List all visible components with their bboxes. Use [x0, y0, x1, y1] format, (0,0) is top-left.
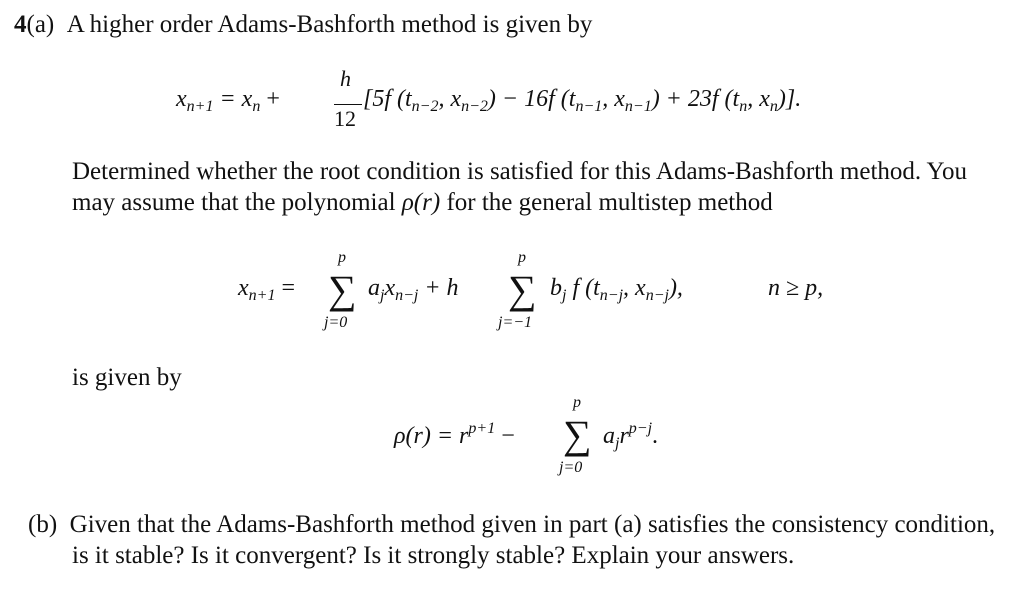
eq2-sum2-bot: j=−1	[498, 314, 533, 331]
eq2-term2-sub: j	[562, 287, 567, 304]
eq1-lhs-sub: n+1	[186, 98, 214, 115]
eq2-lhs-sub: n+1	[248, 287, 276, 304]
part-a-label: (a)	[26, 11, 55, 38]
eq1-s2: n−2	[461, 98, 488, 115]
eq1-c2: , x	[602, 86, 625, 112]
eq1-s6: n	[769, 98, 778, 115]
eq2-term1-sub: j	[380, 287, 385, 304]
eq3-sum-top: p	[573, 394, 581, 411]
eq1-bracket-expr	[363, 86, 801, 116]
eq1-end: )].	[777, 86, 802, 112]
eq1-s4: n−1	[624, 98, 652, 115]
eq3-term-r: r	[619, 423, 629, 449]
para1-line2-b: for the general multistep method	[440, 189, 773, 216]
eq1-s3: n−1	[575, 98, 603, 115]
eq2-term1	[368, 275, 459, 305]
eq2-term2c: , x	[623, 275, 646, 301]
eq3-lhs-sup: p+1	[468, 420, 496, 437]
eq3-sum-sigma: ∑	[563, 412, 592, 457]
eq3-term-sup: p−j	[628, 420, 653, 437]
para1-line2-a: may assume that the polynomial	[72, 189, 402, 216]
eq2-term1-a: a	[368, 275, 380, 301]
eq2-term2c-sub: n−j	[645, 287, 669, 304]
part-b-label: (b)	[28, 511, 58, 538]
eq2-term2b: f (t	[566, 275, 600, 301]
eq2-sum1-sigma: ∑	[328, 267, 357, 312]
eq2-term1b-sub: n−j	[395, 287, 419, 304]
eq3-sum-bot: j=0	[559, 459, 583, 476]
eq2-term2b-sub: n−j	[599, 287, 624, 304]
eq2-sum2-top: p	[518, 249, 526, 266]
part-a-intro: A higher order Adams-Bashforth method is given by	[66, 11, 593, 38]
eq2-term2d: ),	[668, 275, 683, 301]
paragraph-line-1: Determined whether the root condition is satisfied for this Adams-Bashforth method. You	[72, 158, 968, 185]
eq1-frac-line	[334, 104, 362, 105]
eq1-c1: , x	[438, 86, 462, 112]
eq3-minus: −	[501, 423, 515, 449]
eq1-rhs-first-sub: n	[252, 98, 261, 115]
eq1-bracket: [5f (t	[363, 86, 412, 112]
eq1-lhs: x	[176, 86, 187, 112]
part-b-line-2: is it stable? Is it convergent? Is it strongly stable? Explain your answers.	[72, 542, 795, 569]
eq2-condition: n ≥ p,	[768, 275, 824, 301]
equation-general-multistep-lhs	[238, 275, 295, 305]
eq2-term2	[550, 275, 683, 305]
eq1-t1: ) − 16f (t	[487, 86, 576, 112]
eq3-term-a: a	[603, 423, 615, 449]
eq1-s1: n−2	[411, 98, 439, 115]
eq2-lhs: x	[238, 275, 249, 301]
eq3-lhs: ρ(r) = r	[394, 423, 469, 449]
eq3-term	[603, 420, 658, 453]
paragraph-line-2	[72, 187, 773, 219]
eq2-sum2-sigma: ∑	[508, 267, 537, 312]
eq1-c3: , x	[747, 86, 770, 112]
question-heading	[14, 9, 592, 41]
eq2-term1b: x	[384, 275, 396, 301]
eq2-term2-b: b	[550, 275, 562, 301]
eq3-end: .	[652, 423, 659, 449]
eq1-rhs-first: = x	[219, 86, 253, 112]
eq1-plus: +	[266, 86, 280, 112]
eq3-term-sub: j	[615, 435, 620, 452]
eq2-sum1-top: p	[338, 249, 346, 266]
eq1-frac-num: h	[340, 66, 351, 91]
is-given-by-text: is given by	[72, 364, 182, 391]
eq1-s5: n	[739, 98, 748, 115]
part-b-line-1	[28, 509, 995, 541]
question-number: 4	[14, 11, 27, 38]
part-b-text-1: Given that the Adams-Bashforth method given in part (a) satisfies the consistency condition,	[69, 511, 996, 538]
eq1-t2: ) + 23f (t	[651, 86, 740, 112]
eq2-sum1-bot: j=0	[324, 314, 348, 331]
para1-rho: ρ(r)	[401, 189, 441, 216]
eq2-plus-h: + h	[424, 275, 459, 301]
equation-rho	[394, 420, 515, 450]
eq1-frac-den: 12	[334, 106, 356, 131]
eq2-equals: =	[281, 275, 295, 301]
equation-adams-bashforth	[176, 86, 280, 116]
